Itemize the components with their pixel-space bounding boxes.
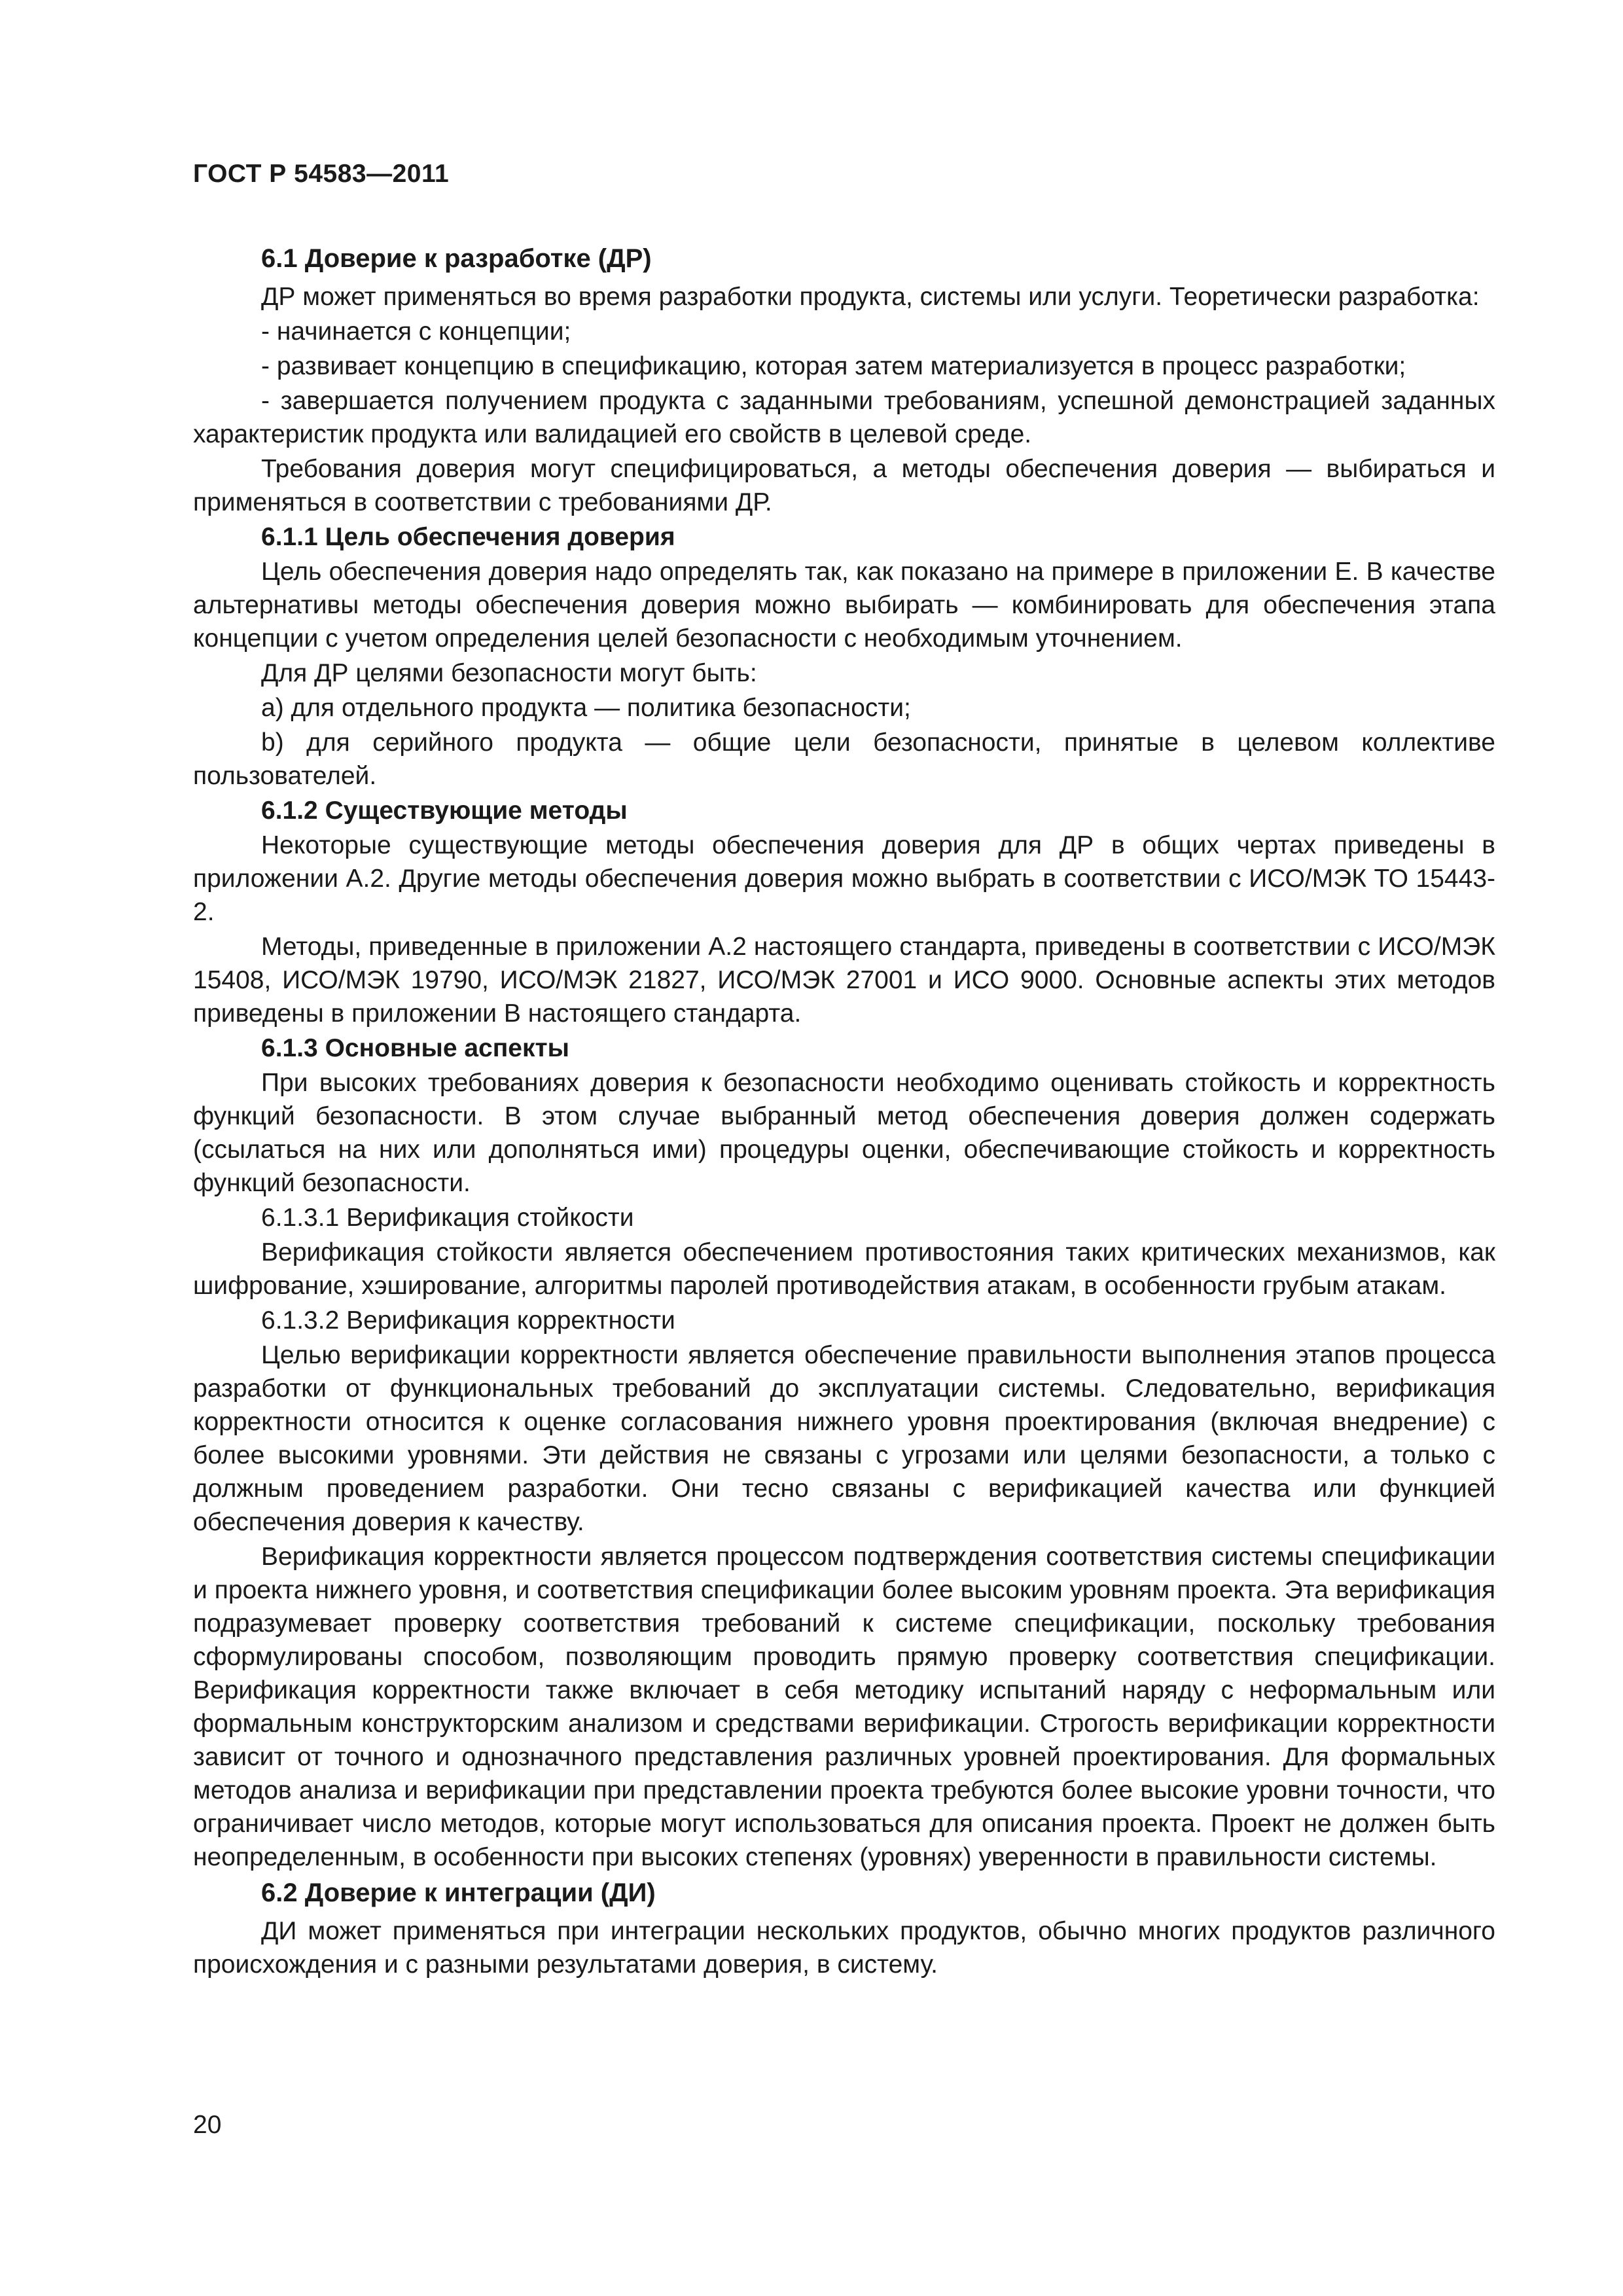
page-number: 20 — [193, 2111, 222, 2139]
section-6-1-3-2-title: 6.1.3.2 Верификация корректности — [261, 1306, 675, 1335]
section-6-1-3-title: 6.1.3 Основные аспекты — [261, 1034, 569, 1062]
list-item: а) для отдельного продукта — политика безопасности; — [261, 694, 911, 722]
section-6-1-3-1-title: 6.1.3.1 Верификация стойкости — [261, 1204, 634, 1232]
list-item: - завершается получением продукта с заданными требованиям, успешной демонстрацией заданных характеристик продукта или валидацией его свойств в целевой среде. — [193, 387, 1495, 448]
section-6-1-2-title: 6.1.2 Существующие методы — [261, 797, 628, 825]
paragraph: ДР может применяться во время разработки продукта, системы или услуги. Теоретически разработка: — [261, 283, 1480, 311]
list-item: b) для серийного продукта — общие цели безопасности, принятые в целевом коллективе пользователей. — [193, 728, 1495, 790]
section-6-1-title: 6.1 Доверие к разработке (ДР) — [261, 244, 652, 273]
document-body — [193, 241, 1495, 1982]
section-6-2-title: 6.2 Доверие к интеграции (ДИ) — [261, 1878, 656, 1907]
list-item: - начинается с концепции; — [261, 317, 571, 346]
document-header: ГОСТ Р 54583—2011 — [193, 160, 450, 188]
section-6-1-1-title: 6.1.1 Цель обеспечения доверия — [261, 523, 675, 551]
paragraph: При высоких требованиях доверия к безопасности необходимо оценивать стойкость и корректность функций безопасности. В этом случае выбранный метод обеспечения доверия должен содержать (ссылаться на них или дополняться ими) процедуры оценки, обеспечивающие стойкость и корректность функций безопасности. — [193, 1069, 1495, 1197]
paragraph: Методы, приведенные в приложении А.2 настоящего стандарта, приведены в соответствии с ИСО/МЭК 15408, ИСО/МЭК 19790, ИСО/МЭК 21827, ИСО/МЭК 27001 и ИСО 9000. Основные аспекты этих методов приведены в приложении В настоящего стандарта. — [193, 933, 1495, 1028]
paragraph: Верификация корректности является процессом подтверждения соответствия системы спецификации и проекта нижнего уровня, и соответствия спецификации более высоким уровням проекта. Эта верификация подразумевает проверку соответствия требований к системе спецификации, поскольку требования сформулированы способом, позволяющим проводить прямую проверку соответствия спецификации. Верификация корректности также включает в себя методику испытаний наряду с неформальным или формальным конструкторским анализом и средствами верификации. Строгость верификации корректности зависит от точного и однозначного представления различных уровней проектирования. Для формальных методов анализа и верификации при представлении проекта требуются более высокие уровни точности, что ограничивает число методов, которые могут использоваться для описания проекта. Проект не должен быть неопределенным, в особенности при высоких степенях (уровнях) уверенности в правильности системы. — [193, 1543, 1495, 1871]
paragraph: ДИ может применяться при интеграции нескольких продуктов, обычно многих продуктов различного происхождения и с разными результатами доверия, в систему. — [193, 1917, 1495, 1979]
paragraph: Для ДР целями безопасности могут быть: — [261, 659, 757, 687]
paragraph: Некоторые существующие методы обеспечения доверия для ДР в общих чертах приведены в приложении А.2. Другие методы обеспечения доверия можно выбрать в соответствии с ИСО/МЭК ТО 15443-2. — [193, 831, 1495, 926]
list-item: - развивает концепцию в спецификацию, которая затем материализуется в процесс разработки; — [261, 352, 1406, 380]
paragraph: Верификация стойкости является обеспечением противостояния таких критических механизмов, как шифрование, хэширование, алгоритмы паролей противодействия атакам, в особенности грубым атакам. — [193, 1238, 1495, 1300]
paragraph: Целью верификации корректности является обеспечение правильности выполнения этапов процесса разработки от функциональных требований до эксплуатации системы. Следовательно, верификация корректности относится к оценке согласования нижнего уровня проектирования (включая внедрение) с более высокими уровнями. Эти действия не связаны с угрозами или целями безопасности, а только с должным проведением разработки. Они тесно связаны с верификацией качества или функцией обеспечения доверия к качеству. — [193, 1341, 1495, 1536]
paragraph: Цель обеспечения доверия надо определять так, как показано на примере в приложении Е. В качестве альтернативы методы обеспечения доверия можно выбирать — комбинировать для обеспечения этапа концепции с учетом определения целей безопасности с необходимым уточнением. — [193, 558, 1495, 653]
paragraph: Требования доверия могут специфицироваться, а методы обеспечения доверия — выбираться и применяться в соответствии с требованиями ДР. — [193, 455, 1495, 516]
